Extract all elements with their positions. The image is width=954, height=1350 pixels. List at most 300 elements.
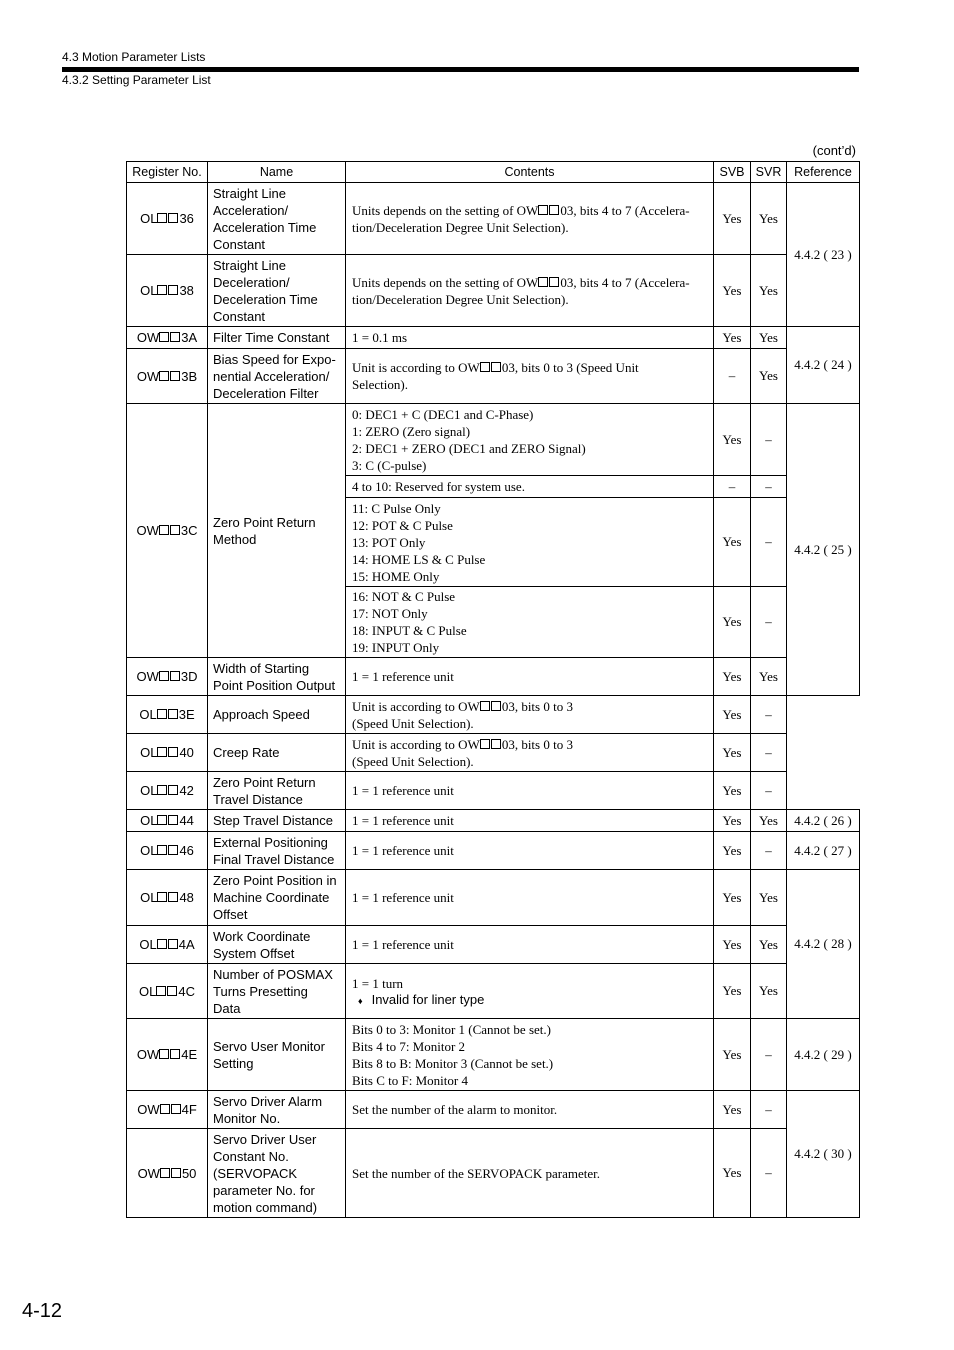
placeholder-box-icon xyxy=(160,1104,170,1114)
placeholder-box-icon xyxy=(538,277,548,287)
register-prefix: OW xyxy=(136,669,159,684)
svr-value: Yes xyxy=(751,349,787,404)
placeholder-box-icon xyxy=(491,701,501,711)
name-line: Straight Line xyxy=(213,185,286,201)
header-rule xyxy=(62,67,859,72)
table-row xyxy=(127,1019,860,1091)
parameter-name xyxy=(208,870,346,926)
parameter-name xyxy=(208,696,346,734)
svb-value: Yes xyxy=(714,734,751,772)
table-row xyxy=(127,1091,860,1129)
contents-text: 03, bits 4 to 7 (Accelera- xyxy=(560,202,690,218)
placeholder-box-icon xyxy=(168,747,178,757)
contents xyxy=(346,926,714,964)
parameter-name xyxy=(208,1091,346,1129)
register-suffix: 4F xyxy=(181,1102,197,1117)
placeholder-box-icon xyxy=(168,285,178,295)
contents-line: 11: C Pulse Only xyxy=(352,500,441,516)
register-suffix: 4A xyxy=(178,937,195,952)
parameter-table xyxy=(126,161,860,1218)
parameter-name xyxy=(208,734,346,772)
register-no xyxy=(127,255,208,327)
svr-value: – xyxy=(751,1019,787,1091)
register-suffix: 4C xyxy=(178,983,195,999)
parameter-name xyxy=(208,658,346,696)
table-row xyxy=(127,734,860,772)
table-header-row xyxy=(127,162,860,183)
register-no xyxy=(127,870,208,926)
contents xyxy=(346,832,714,870)
register-no xyxy=(127,183,208,255)
contents xyxy=(346,255,714,327)
contents xyxy=(346,1019,714,1091)
name-line: Approach Speed xyxy=(213,707,310,722)
reference: 4.4.2 ( 24 ) xyxy=(787,327,860,404)
contents-line xyxy=(352,736,707,753)
register-no xyxy=(127,349,208,404)
contents-line: (Speed Unit Selection). xyxy=(352,753,474,769)
placeholder-box-icon xyxy=(157,845,167,855)
contents-line: 1 = 0.1 ms xyxy=(352,330,408,345)
register-suffix: 42 xyxy=(179,783,194,798)
contents-line: Selection). xyxy=(352,377,408,392)
contents-text: Unit is according to OW xyxy=(352,698,480,714)
name-line: External Positioning xyxy=(213,834,328,850)
placeholder-box-icon xyxy=(157,939,167,949)
contents-line: 13: POT Only xyxy=(352,534,426,550)
name-line: Constant No. xyxy=(213,1148,289,1164)
reference: 4.4.2 ( 23 ) xyxy=(787,183,860,327)
bullet-text: Invalid for liner type xyxy=(371,992,485,1007)
contents-line xyxy=(352,202,707,219)
name-line: Method xyxy=(213,531,257,547)
svr-value: Yes xyxy=(751,183,787,255)
contents xyxy=(346,810,714,832)
register-no xyxy=(127,810,208,832)
placeholder-box-icon xyxy=(156,986,166,996)
parameter-name xyxy=(208,183,346,255)
register-prefix: OL xyxy=(140,890,158,905)
subsection-heading: 4.3.2 Setting Parameter List xyxy=(62,73,211,87)
svb-value: – xyxy=(714,476,751,498)
placeholder-box-icon xyxy=(480,362,490,372)
table-row xyxy=(127,658,860,696)
svr-value: Yes xyxy=(751,255,787,327)
bullet-note xyxy=(352,992,707,1007)
parameter-name xyxy=(208,772,346,810)
placeholder-box-icon xyxy=(171,1168,181,1178)
parameter-name xyxy=(208,832,346,870)
name-line: Setting xyxy=(213,1055,254,1071)
register-no xyxy=(127,1091,208,1129)
register-no xyxy=(127,772,208,810)
reference: 4.4.2 ( 25 ) xyxy=(787,404,860,696)
svr-value: Yes xyxy=(751,658,787,696)
placeholder-box-icon xyxy=(170,1049,180,1059)
register-no xyxy=(127,696,208,734)
contents xyxy=(346,772,714,810)
name-line: Monitor No. xyxy=(213,1110,281,1126)
contents-line: 1 = 1 reference unit xyxy=(352,890,454,905)
svb-value: Yes xyxy=(714,810,751,832)
register-suffix: 50 xyxy=(181,1165,197,1181)
contents-line: Set the number of the alarm to monitor. xyxy=(352,1102,558,1117)
contents xyxy=(346,498,714,587)
contents-line: 0: DEC1 + C (DEC1 and C-Phase) xyxy=(352,406,534,422)
placeholder-box-icon xyxy=(159,371,169,381)
parameter-name xyxy=(208,327,346,349)
parameter-name xyxy=(208,349,346,404)
placeholder-box-icon xyxy=(159,1049,169,1059)
contents-line: 19: INPUT Only xyxy=(352,640,440,655)
contents-line: Bits 8 to B: Monitor 3 (Cannot be set.) xyxy=(352,1055,554,1071)
name-line: Machine Coordinate xyxy=(213,890,330,905)
placeholder-box-icon xyxy=(159,525,169,535)
contents-line: 12: POT & C Pulse xyxy=(352,517,453,533)
placeholder-box-icon xyxy=(538,205,548,215)
contents-line: 1 = 1 reference unit xyxy=(352,813,454,828)
table-row xyxy=(127,964,860,1019)
name-line: Deceleration Filter xyxy=(213,385,319,401)
svb-value: – xyxy=(714,349,751,404)
continued-label: (cont’d) xyxy=(812,143,856,158)
placeholder-box-icon xyxy=(170,525,180,535)
placeholder-box-icon xyxy=(157,747,167,757)
contents-line: 2: DEC1 + ZERO (DEC1 and ZERO Signal) xyxy=(352,440,586,456)
svr-value: – xyxy=(751,404,787,476)
placeholder-box-icon xyxy=(168,939,178,949)
svb-value: Yes xyxy=(714,696,751,734)
parameter-name xyxy=(208,404,346,658)
name-line: Creep Rate xyxy=(213,745,280,760)
svr-value: – xyxy=(751,832,787,870)
svb-value: Yes xyxy=(714,498,751,587)
register-no xyxy=(127,964,208,1019)
placeholder-box-icon xyxy=(549,205,559,215)
placeholder-box-icon xyxy=(167,986,177,996)
contents-line: 1: ZERO (Zero signal) xyxy=(352,423,471,439)
name-line: System Offset xyxy=(213,945,295,961)
name-line: Constant xyxy=(213,236,266,252)
placeholder-box-icon xyxy=(168,709,178,719)
svr-value: – xyxy=(751,1129,787,1218)
contents-text: Unit is according to OW xyxy=(352,360,480,375)
placeholder-box-icon xyxy=(170,332,180,342)
placeholder-box-icon xyxy=(171,1104,181,1114)
contents xyxy=(346,476,714,498)
contents xyxy=(346,1129,714,1218)
placeholder-box-icon xyxy=(491,739,501,749)
register-prefix: OW xyxy=(136,523,159,538)
register-no xyxy=(127,658,208,696)
contents-line: 18: INPUT & C Pulse xyxy=(352,623,467,638)
svr-value: – xyxy=(751,476,787,498)
placeholder-box-icon xyxy=(157,285,167,295)
svb-value: Yes xyxy=(714,1129,751,1218)
svb-value: Yes xyxy=(714,870,751,926)
reference: 4.4.2 ( 27 ) xyxy=(787,832,860,870)
contents-line: tion/Deceleration Degree Unit Selection). xyxy=(352,291,569,307)
name-line: motion command) xyxy=(213,1199,318,1215)
name-line: Acceleration/ xyxy=(213,202,289,218)
parameter-name xyxy=(208,926,346,964)
svr-value: – xyxy=(751,1091,787,1129)
register-no xyxy=(127,734,208,772)
name-line: Step Travel Distance xyxy=(213,813,333,828)
contents-line: 4 to 10: Reserved for system use. xyxy=(352,479,525,494)
contents xyxy=(346,964,714,1019)
svb-value: Yes xyxy=(714,926,751,964)
name-line: (SERVOPACK xyxy=(213,1165,298,1181)
parameter-name xyxy=(208,1019,346,1091)
register-no xyxy=(127,926,208,964)
name-line: Zero Point Position in xyxy=(213,873,337,888)
placeholder-box-icon xyxy=(170,371,180,381)
svb-value: Yes xyxy=(714,772,751,810)
svb-value: Yes xyxy=(714,1091,751,1129)
name-line: Servo Driver User xyxy=(213,1131,317,1147)
contents-line: Bits C to F: Monitor 4 xyxy=(352,1072,468,1088)
name-line: Straight Line xyxy=(213,257,286,273)
placeholder-box-icon xyxy=(157,709,167,719)
svr-value: Yes xyxy=(751,926,787,964)
placeholder-box-icon xyxy=(491,362,501,372)
svb-value: Yes xyxy=(714,964,751,1019)
contents xyxy=(346,349,714,404)
placeholder-box-icon xyxy=(157,815,167,825)
col-name: Name xyxy=(208,162,346,183)
register-no xyxy=(127,1129,208,1218)
register-prefix: OW xyxy=(136,1047,160,1062)
contents xyxy=(346,870,714,926)
contents-line: Bits 4 to 7: Monitor 2 xyxy=(352,1038,466,1054)
name-line: Travel Distance xyxy=(213,791,303,807)
contents-line xyxy=(352,274,707,291)
svr-value: – xyxy=(751,587,787,658)
contents xyxy=(346,696,714,734)
section-heading: 4.3 Motion Parameter Lists xyxy=(62,50,206,64)
contents xyxy=(346,404,714,476)
contents-line xyxy=(352,359,707,376)
register-suffix: 44 xyxy=(179,813,194,828)
table-row xyxy=(127,1129,860,1218)
svr-value: Yes xyxy=(751,327,787,349)
contents-line: 1 = 1 reference unit xyxy=(352,669,454,684)
parameter-name xyxy=(208,964,346,1019)
table-row xyxy=(127,870,860,926)
svb-value: Yes xyxy=(714,832,751,870)
name-line: Point Position Output xyxy=(213,677,336,693)
register-prefix: OL xyxy=(140,813,158,828)
col-contents: Contents xyxy=(346,162,714,183)
svr-value: – xyxy=(751,498,787,587)
col-svb: SVB xyxy=(714,162,751,183)
register-suffix: 46 xyxy=(179,843,194,858)
contents-text: Unit is according to OW xyxy=(352,736,480,752)
placeholder-box-icon xyxy=(168,213,178,223)
register-prefix: OW xyxy=(137,1165,160,1181)
table-row xyxy=(127,926,860,964)
register-suffix: 48 xyxy=(179,890,194,905)
register-suffix: 4E xyxy=(181,1047,198,1062)
register-prefix: OL xyxy=(139,983,157,999)
register-no xyxy=(127,832,208,870)
placeholder-box-icon xyxy=(480,701,490,711)
placeholder-box-icon xyxy=(480,739,490,749)
contents-text: 03, bits 0 to 3 xyxy=(501,698,573,714)
name-line: Filter Time Constant xyxy=(213,330,330,345)
contents-line: 1 = 1 reference unit xyxy=(352,783,454,798)
contents xyxy=(346,183,714,255)
contents-line: 16: NOT & C Pulse xyxy=(352,589,456,604)
contents xyxy=(346,327,714,349)
placeholder-box-icon xyxy=(157,892,167,902)
placeholder-box-icon xyxy=(168,845,178,855)
svr-value: Yes xyxy=(751,964,787,1019)
contents xyxy=(346,1091,714,1129)
col-register: Register No. xyxy=(127,162,208,183)
name-line: parameter No. for xyxy=(213,1182,315,1198)
name-line: Constant xyxy=(213,308,266,324)
contents-text: 03, bits 0 to 3 (Speed Unit xyxy=(501,360,639,375)
name-line: Servo User Monitor xyxy=(213,1038,325,1054)
contents xyxy=(346,587,714,658)
col-svr: SVR xyxy=(751,162,787,183)
register-prefix: OL xyxy=(140,783,158,798)
placeholder-box-icon xyxy=(160,1168,170,1178)
name-line: Turns Presetting xyxy=(213,983,308,999)
parameter-name xyxy=(208,1129,346,1218)
name-line: Width of Starting xyxy=(213,660,310,676)
contents-line: 17: NOT Only xyxy=(352,606,428,621)
reference: 4.4.2 ( 29 ) xyxy=(787,1019,860,1091)
register-suffix: 40 xyxy=(179,745,194,760)
name-line: Deceleration/ xyxy=(213,274,290,290)
placeholder-box-icon xyxy=(157,785,167,795)
reference: 4.4.2 ( 28 ) xyxy=(787,870,860,1019)
table-row xyxy=(127,183,860,255)
diamond-bullet-icon: ♦ xyxy=(358,996,363,1006)
register-prefix: OL xyxy=(139,937,157,952)
contents-line: (Speed Unit Selection). xyxy=(352,715,474,731)
svb-value: Yes xyxy=(714,1019,751,1091)
name-line: Bias Speed for Expo- xyxy=(213,351,336,367)
name-line: Deceleration Time xyxy=(213,291,318,307)
contents-line xyxy=(352,698,707,715)
register-no xyxy=(127,1019,208,1091)
register-prefix: OW xyxy=(136,368,160,384)
name-line: Final Travel Distance xyxy=(213,851,335,867)
contents-text: Units depends on the setting of OW xyxy=(352,274,539,290)
placeholder-box-icon xyxy=(549,277,559,287)
svr-value: Yes xyxy=(751,810,787,832)
table-row xyxy=(127,255,860,327)
table-row xyxy=(127,832,860,870)
register-suffix: 38 xyxy=(179,283,194,298)
contents-text: 03, bits 0 to 3 xyxy=(501,736,573,752)
svr-value: – xyxy=(751,772,787,810)
register-prefix: OL xyxy=(140,843,158,858)
contents-line: Bits 0 to 3: Monitor 1 (Cannot be set.) xyxy=(352,1021,551,1037)
placeholder-box-icon xyxy=(157,213,167,223)
contents-line: 3: C (C-pulse) xyxy=(352,457,427,473)
contents xyxy=(346,658,714,696)
table-row xyxy=(127,349,860,404)
contents-line: Set the number of the SERVOPACK parameter. xyxy=(352,1165,600,1181)
name-line: nential Acceleration/ xyxy=(213,368,330,384)
register-suffix: 3A xyxy=(181,330,198,345)
contents-line: tion/Deceleration Degree Unit Selection). xyxy=(352,219,569,235)
table-row xyxy=(127,404,860,476)
name-line: Offset xyxy=(213,907,248,922)
table-row xyxy=(127,696,860,734)
placeholder-box-icon xyxy=(168,815,178,825)
register-prefix: OL xyxy=(140,211,158,226)
svb-value: Yes xyxy=(714,327,751,349)
table-row xyxy=(127,772,860,810)
name-line: Servo Driver Alarm xyxy=(213,1093,323,1109)
svb-value: Yes xyxy=(714,255,751,327)
contents-line: 15: HOME Only xyxy=(352,568,440,584)
svr-value: – xyxy=(751,734,787,772)
table-row xyxy=(127,327,860,349)
register-suffix: 3D xyxy=(180,669,198,684)
svb-value: Yes xyxy=(714,183,751,255)
name-line: Work Coordinate xyxy=(213,928,311,944)
name-line: Data xyxy=(213,1000,241,1016)
contents-text: 03, bits 4 to 7 (Accelera- xyxy=(560,274,690,290)
register-no xyxy=(127,404,208,658)
placeholder-box-icon xyxy=(168,892,178,902)
parameter-name xyxy=(208,255,346,327)
register-no xyxy=(127,327,208,349)
svr-value: – xyxy=(751,696,787,734)
name-line: Number of POSMAX xyxy=(213,966,333,982)
register-prefix: OL xyxy=(139,707,157,722)
svb-value: Yes xyxy=(714,404,751,476)
placeholder-box-icon xyxy=(159,671,169,681)
name-line: Zero Point Return xyxy=(213,514,316,530)
svr-value: Yes xyxy=(751,870,787,926)
contents-line: 14: HOME LS & C Pulse xyxy=(352,551,486,567)
register-suffix: 3B xyxy=(181,368,198,384)
register-suffix: 3E xyxy=(178,707,195,722)
svb-value: Yes xyxy=(714,587,751,658)
table-row xyxy=(127,810,860,832)
register-suffix: 3C xyxy=(180,523,198,538)
parameter-name xyxy=(208,810,346,832)
name-line: Zero Point Return xyxy=(213,774,316,790)
reference: 4.4.2 ( 30 ) xyxy=(787,1091,860,1218)
contents xyxy=(346,734,714,772)
contents-text: Units depends on the setting of OW xyxy=(352,202,539,218)
col-reference: Reference xyxy=(787,162,860,183)
register-prefix: OW xyxy=(136,330,160,345)
contents-line: 1 = 1 reference unit xyxy=(352,937,454,952)
contents-line: 1 = 1 turn xyxy=(352,976,404,991)
register-prefix: OL xyxy=(140,745,158,760)
register-prefix: OW xyxy=(137,1102,160,1117)
placeholder-box-icon xyxy=(168,785,178,795)
name-line: Acceleration Time xyxy=(213,219,317,235)
reference: 4.4.2 ( 26 ) xyxy=(787,810,860,832)
register-prefix: OL xyxy=(140,283,158,298)
placeholder-box-icon xyxy=(170,671,180,681)
placeholder-box-icon xyxy=(159,332,169,342)
contents-line: 1 = 1 reference unit xyxy=(352,843,454,858)
register-suffix: 36 xyxy=(179,211,194,226)
page-number: 4-12 xyxy=(22,1300,63,1322)
